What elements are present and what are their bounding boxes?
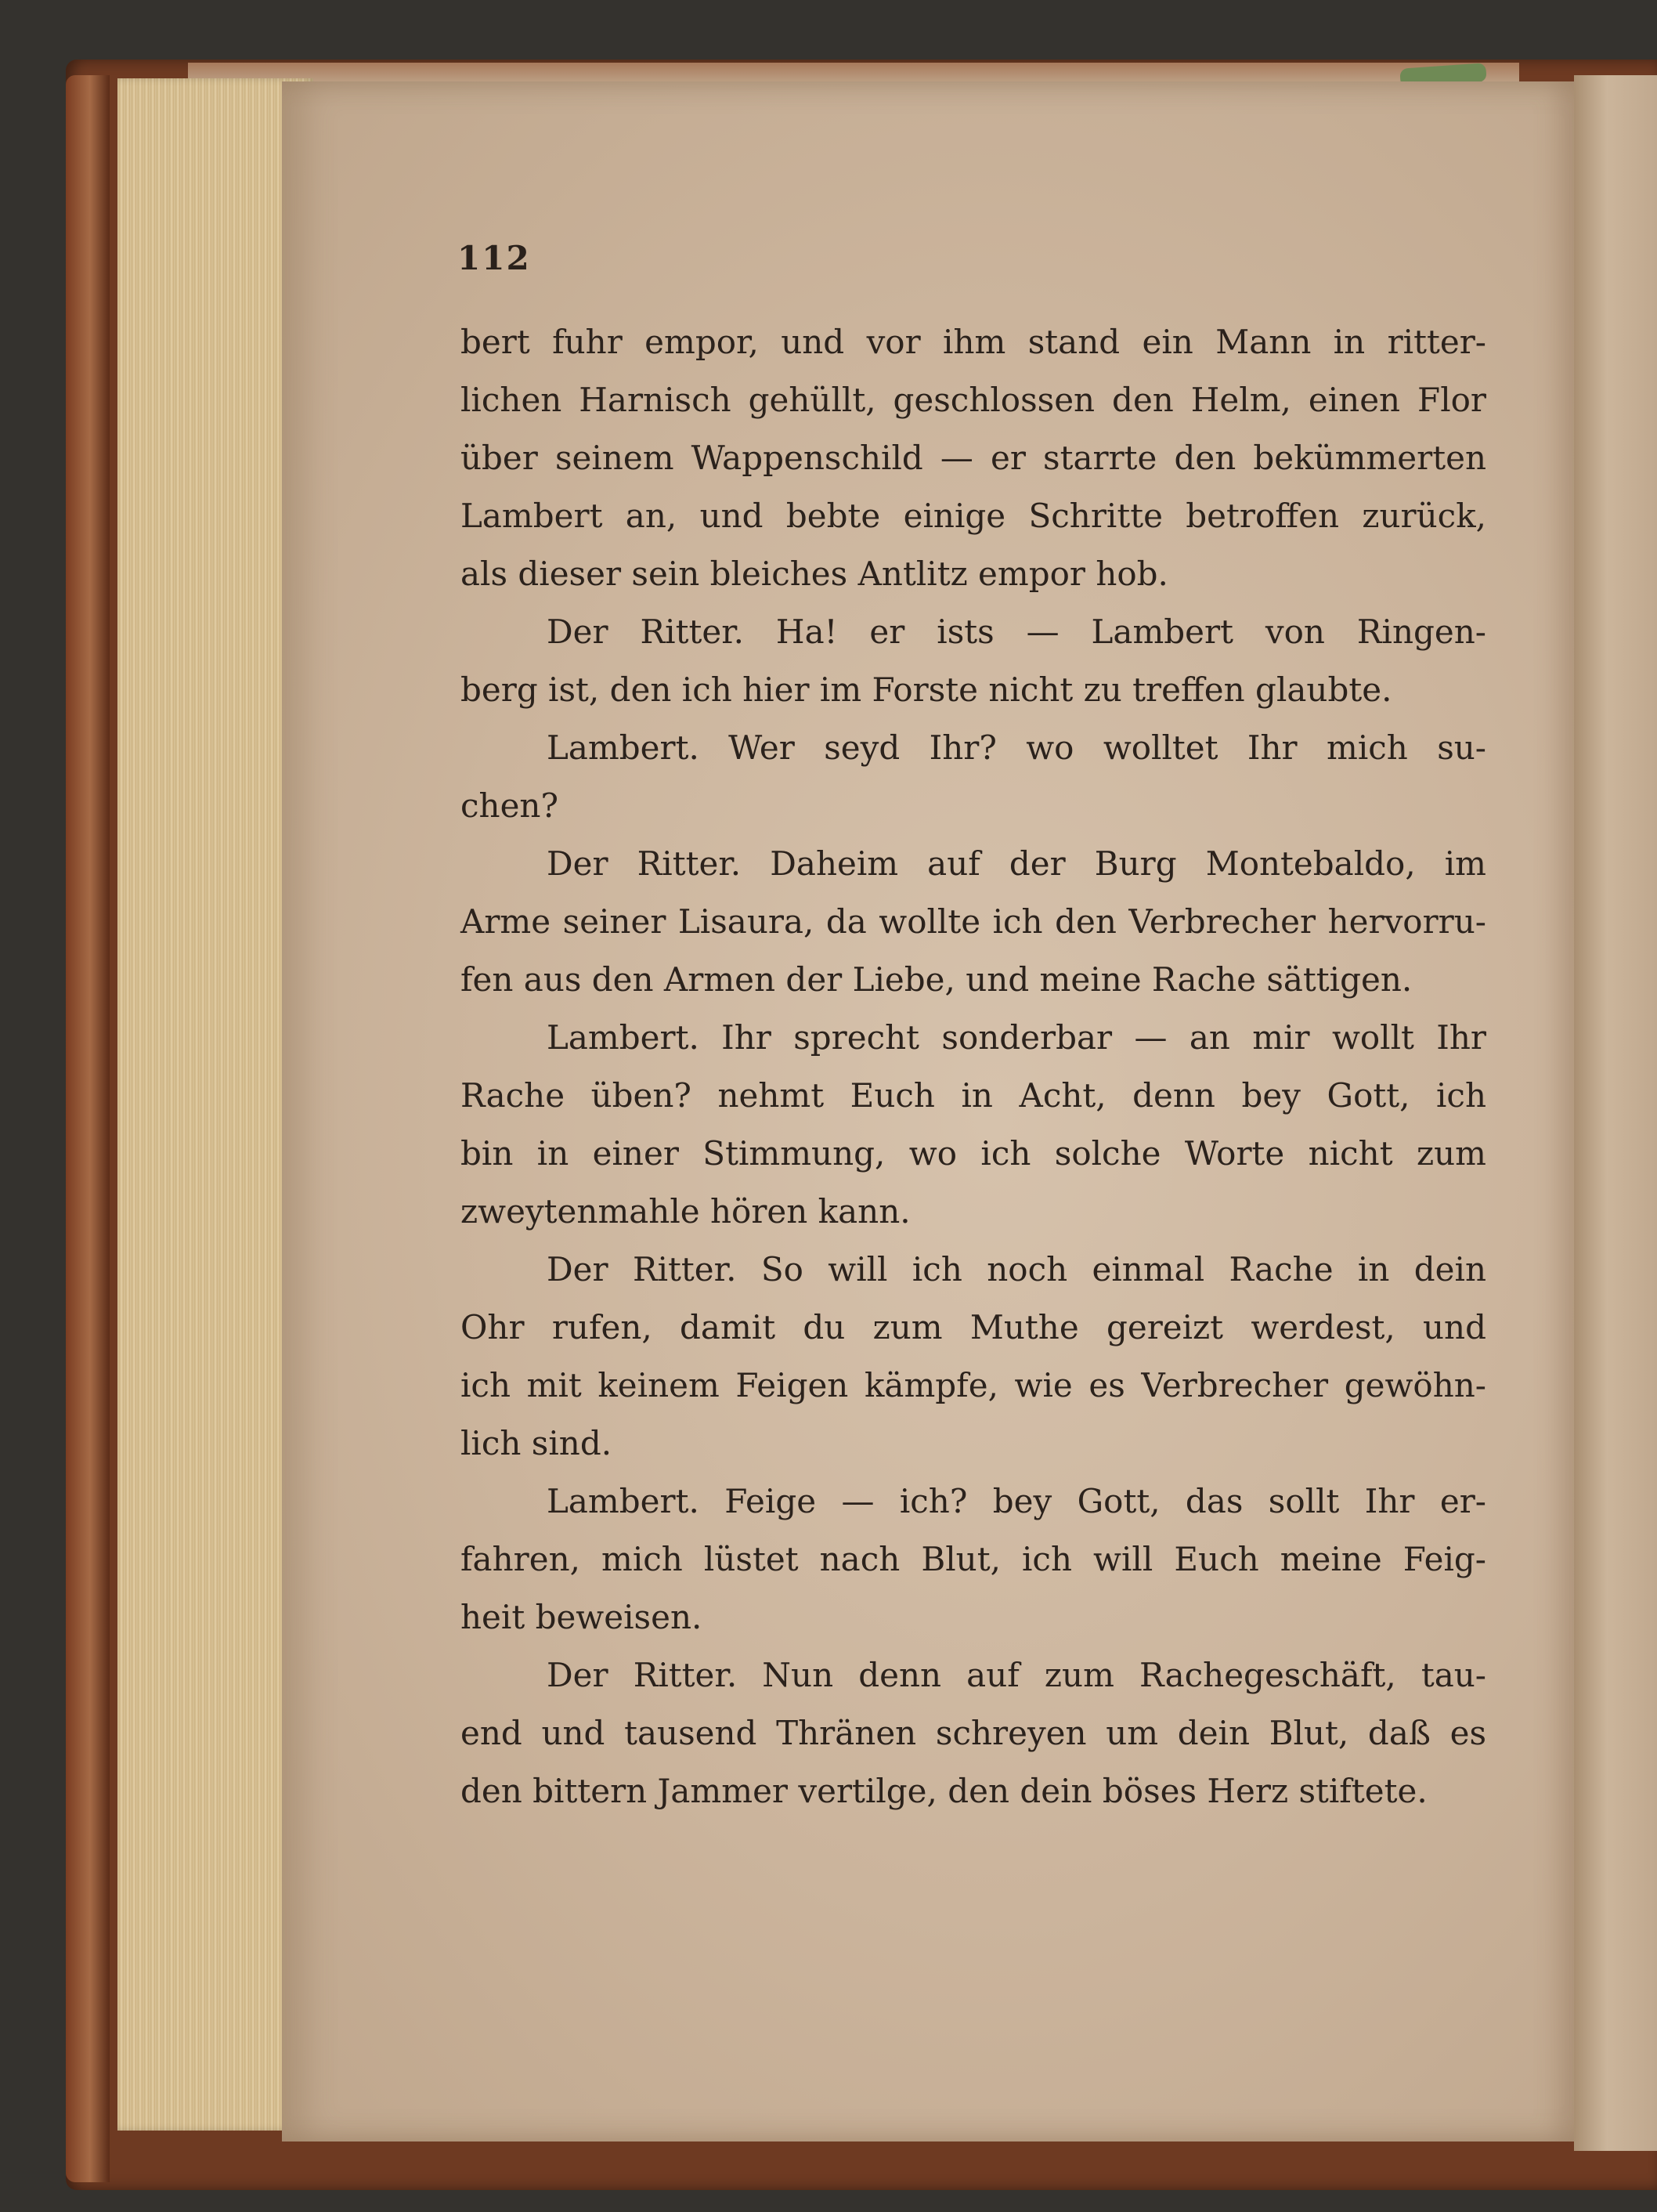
text-line: end und tausend Thränen schreyen um dein Blut, daß es	[460, 1714, 1486, 1752]
text-line: Der Ritter. Daheim auf der Burg Montebaldo, im	[547, 844, 1486, 883]
text-line: als dieser sein bleiches Antlitz empor hob.	[460, 555, 1168, 593]
text-line: Lambert. Feige — ich? bey Gott, das sollt Ihr er-	[547, 1482, 1486, 1520]
book-spine-edge	[66, 75, 110, 2182]
page-number: 112	[457, 239, 531, 277]
text-line: heit beweisen.	[460, 1598, 702, 1636]
text-line: Der Ritter. Ha! er ists — Lambert von Ringen-	[547, 613, 1486, 651]
text-line: bert fuhr empor, und vor ihm stand ein Mann in ritter-	[460, 323, 1486, 361]
text-line: Ohr rufen, damit du zum Muthe gereizt werdest, und	[460, 1308, 1486, 1346]
text-line: berg ist, den ich hier im Forste nicht zu treffen glaubte.	[460, 670, 1392, 709]
text-line: Der Ritter. Nun denn auf zum Rachegeschäft, tau-	[547, 1656, 1486, 1694]
facing-page-edge	[1574, 75, 1657, 2151]
text-line: Lambert. Wer seyd Ihr? wo wolltet Ihr mich su-	[547, 728, 1486, 767]
text-line: Lambert. Ihr sprecht sonderbar — an mir wollt Ihr	[547, 1018, 1486, 1057]
text-line: Der Ritter. So will ich noch einmal Rache in dein	[547, 1250, 1486, 1289]
text-line: Arme seiner Lisaura, da wollte ich den Verbrecher hervorru-	[460, 902, 1486, 941]
text-line: zweytenmahle hören kann.	[460, 1192, 911, 1231]
text-line: ich mit keinem Feigen kämpfe, wie es Verbrecher gewöhn-	[460, 1366, 1486, 1404]
text-line: fen aus den Armen der Liebe, und meine Rache sättigen.	[460, 960, 1413, 999]
text-line: Rache üben? nehmt Euch in Acht, denn bey Gott, ich	[460, 1076, 1486, 1115]
text-line: lich sind.	[460, 1424, 612, 1462]
text-line: chen?	[460, 786, 558, 825]
page-text-block	[460, 313, 1486, 1820]
text-line: lichen Harnisch gehüllt, geschlossen den Helm, einen Flor	[460, 381, 1486, 419]
text-line: Lambert an, und bebte einige Schritte betroffen zurück,	[460, 497, 1486, 535]
text-line: über seinem Wappenschild — er starrte den bekümmerten	[460, 439, 1486, 477]
text-line: fahren, mich lüstet nach Blut, ich will Euch meine Feig-	[460, 1540, 1486, 1578]
text-line: bin in einer Stimmung, wo ich solche Worte nicht zum	[460, 1134, 1486, 1173]
text-line: den bittern Jammer vertilge, den dein böses Herz stiftete.	[460, 1772, 1428, 1810]
